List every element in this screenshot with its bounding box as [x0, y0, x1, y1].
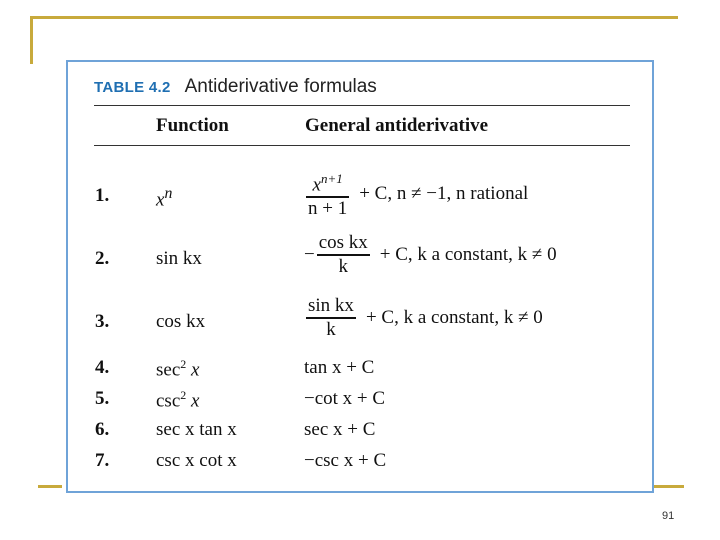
- table-title: Antiderivative formulas: [184, 76, 377, 97]
- antiderivative-cell: sec x + C: [304, 419, 376, 440]
- function-cell: sec x tan x: [156, 419, 237, 440]
- fraction-denominator: k: [326, 318, 336, 340]
- fraction-denominator: n + 1: [308, 197, 348, 219]
- antiderivative-rest: + C, n ≠ −1, n rational: [359, 182, 529, 204]
- antiderivative-cell: −csc x + C: [304, 450, 387, 471]
- function-cell: [156, 388, 199, 412]
- row-number: 6.: [95, 419, 110, 440]
- numerator-exponent: n+1: [320, 171, 343, 186]
- decorative-bottom-right-line: [654, 485, 684, 488]
- page-number: 91: [662, 510, 675, 522]
- antiderivative-rest: + C, k a constant, k ≠ 0: [365, 306, 543, 328]
- row-number: 1.: [95, 185, 110, 206]
- column-header-antiderivative: General antiderivative: [305, 115, 489, 136]
- decorative-top-line: [30, 16, 678, 19]
- row-number: 3.: [95, 311, 110, 332]
- function-exponent: 2: [180, 357, 187, 371]
- fraction-denominator: k: [338, 255, 348, 277]
- function-base: x: [156, 189, 165, 211]
- function-exponent: n: [164, 185, 173, 202]
- header-top-rule: [94, 105, 630, 106]
- function-cell: [156, 357, 199, 381]
- antiderivative-rest: + C, k a constant, k ≠ 0: [379, 243, 557, 265]
- antiderivative-cell: [304, 168, 528, 220]
- antiderivative-table: [66, 60, 654, 493]
- table-caption: [94, 76, 377, 98]
- row-number: 5.: [95, 388, 110, 409]
- antiderivative-cell: [304, 295, 543, 341]
- header-bottom-rule: [94, 145, 630, 146]
- function-base: csc: [156, 390, 181, 412]
- function-variable: x: [191, 390, 200, 412]
- fraction: [317, 232, 370, 278]
- row-number: 2.: [95, 248, 110, 269]
- antiderivative-cell: [304, 232, 557, 278]
- fraction: [306, 295, 356, 341]
- fraction-numerator: [311, 168, 345, 196]
- minus-sign: −: [304, 243, 315, 265]
- row-number: 4.: [95, 357, 110, 378]
- table-label: TABLE 4.2: [94, 79, 171, 96]
- function-cell: csc x cot x: [156, 450, 237, 471]
- fraction-numerator: cos kx: [318, 232, 368, 253]
- function-cell: sin kx: [156, 248, 202, 269]
- function-variable: x: [191, 359, 200, 381]
- antiderivative-cell: tan x + C: [304, 357, 375, 378]
- function-exponent: 2: [180, 388, 187, 402]
- row-number: 7.: [95, 450, 110, 471]
- antiderivative-cell: −cot x + C: [304, 388, 386, 409]
- fraction-numerator: sin kx: [308, 295, 354, 316]
- function-cell: [156, 185, 172, 211]
- function-cell: cos kx: [156, 311, 206, 332]
- decorative-bottom-left-line: [38, 485, 62, 488]
- numerator-base: x: [312, 174, 321, 196]
- column-header-function: Function: [156, 115, 229, 136]
- function-base: sec: [156, 359, 181, 381]
- decorative-left-line: [30, 16, 33, 64]
- fraction: [306, 168, 349, 220]
